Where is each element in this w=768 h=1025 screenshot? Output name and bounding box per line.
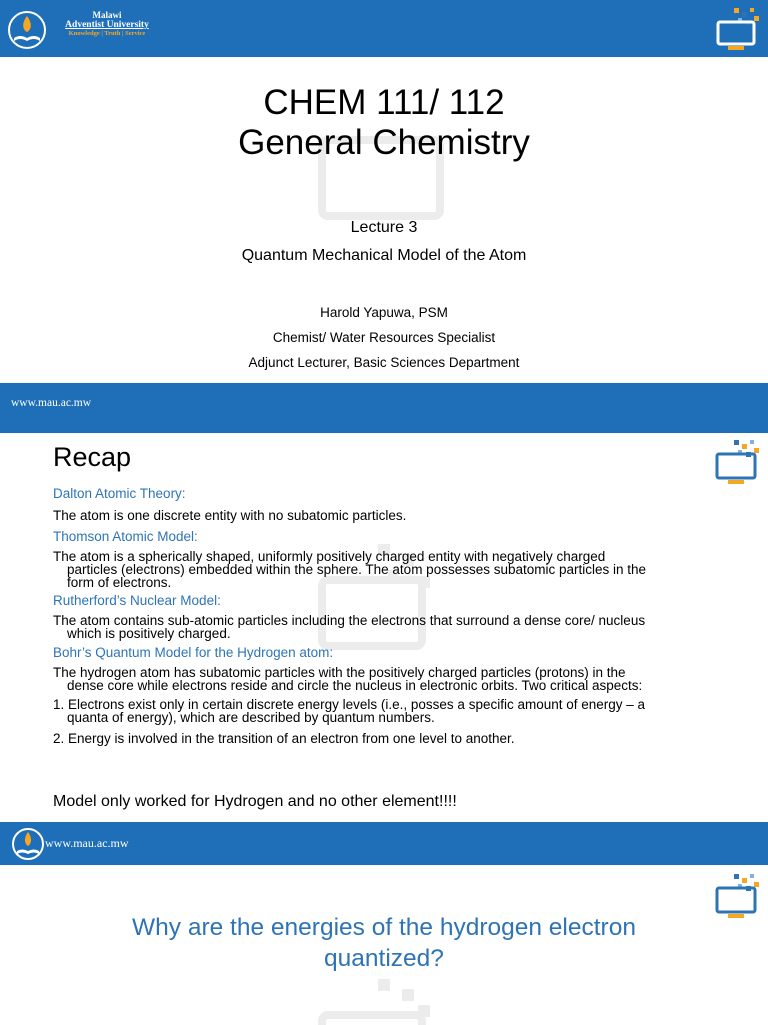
section-text: The hydrogen atom has subatomic particles with the positively charged particles (protons) in the dense core while electrons reside and circle the nucleus in electronic orbits. Two critical aspects: <box>53 665 643 693</box>
course-title: CHEM 111/ 112 <box>263 83 505 122</box>
computer-icon <box>714 6 762 52</box>
lecture-number: Lecture 3 <box>350 219 418 236</box>
section-text: The atom contains sub-atomic particles including the electrons that surround a dense core/ nucleus which is positively charged. <box>53 613 646 641</box>
question-line-2: quantized? <box>324 945 444 972</box>
section-title: Dalton Atomic Theory: <box>53 486 186 501</box>
logo-line-1: Malawi <box>92 10 122 20</box>
section-text: The atom is one discrete entity with no subatomic particles. <box>53 508 407 523</box>
list-item: 1. Electrons exist only in certain discrete energy levels (i.e., posses a specific amount of energy – a quanta of energy), which are described by quantum numbers. <box>53 697 646 725</box>
footer-band <box>0 383 768 433</box>
course-subtitle: General Chemistry <box>238 123 530 162</box>
footer-url[interactable]: www.mau.ac.mw <box>11 397 92 409</box>
computer-watermark-icon <box>318 975 448 1025</box>
logo-line-2: Adventist University <box>65 20 149 30</box>
university-logo-icon <box>10 825 46 861</box>
logo-line-3: Knowledge | Truth | Service <box>68 30 146 37</box>
section-title: Thomson Atomic Model: <box>53 529 198 544</box>
author-department: Adjunct Lecturer, Basic Sciences Department <box>248 355 520 370</box>
slide-heading: Recap <box>53 442 132 472</box>
computer-icon <box>714 438 764 486</box>
university-logo-icon <box>6 8 48 50</box>
lecture-topic: Quantum Mechanical Model of the Atom <box>241 247 527 264</box>
footer-url[interactable]: www.mau.ac.mw <box>45 836 129 850</box>
author-role: Chemist/ Water Resources Specialist <box>272 330 496 345</box>
section-title: Bohr’s Quantum Model for the Hydrogen atom: <box>53 645 334 660</box>
section-text: The atom is a spherically shaped, uniformly positively charged entity with negatively charged particles (electrons) embedded within the sphere. The atom possesses subatomic particles in the form of electrons. <box>53 549 647 590</box>
list-item: 2. Energy is involved in the transition of an electron from one level to another. <box>53 731 515 746</box>
question-line-1: Why are the energies of the hydrogen electron <box>132 914 636 941</box>
conclusion-text: Model only worked for Hydrogen and no other element!!!! <box>53 793 457 810</box>
author-name: Harold Yapuwa, PSM <box>320 305 448 320</box>
section-title: Rutherford’s Nuclear Model: <box>53 593 221 608</box>
